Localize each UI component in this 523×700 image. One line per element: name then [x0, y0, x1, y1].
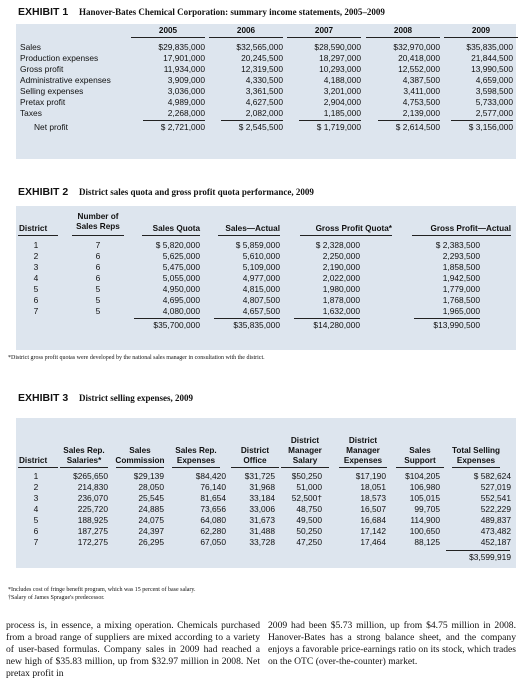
reps-header-line2: Sales Reps	[76, 222, 120, 231]
net-profit-value: $ 2,545,500	[238, 122, 283, 132]
sales-quota-cell: 4,950,000	[162, 284, 200, 294]
value-cell: 20,245,500	[241, 53, 283, 63]
reps-count: 5	[95, 284, 101, 294]
value-cell: $29,835,000	[158, 42, 205, 52]
header-rule	[18, 235, 58, 236]
exhibit-1-description: Hanover-Bates Chemical Corporation: summary income statements, 2005–2009	[78, 7, 385, 17]
gp-quota-cell: 1,980,000	[322, 284, 360, 294]
sales-quota-cell: 4,695,000	[162, 295, 200, 305]
support-cell: 100,650	[409, 526, 440, 536]
support-cell: 105,015	[409, 493, 440, 503]
year-header-rule	[366, 37, 440, 38]
rep-exp-cell: 67,050	[200, 537, 226, 547]
sales-actual-cell: 5,109,000	[242, 262, 280, 272]
value-cell: 2,268,000	[167, 108, 205, 118]
header-rule	[452, 467, 500, 468]
district-number: 3	[33, 262, 39, 272]
total-rule	[299, 120, 361, 121]
rep-expenses-header: Sales Rep.	[175, 446, 217, 455]
office-cell: 31,968	[249, 482, 275, 492]
commission-cell: 24,397	[138, 526, 164, 536]
manager-salary-header: District	[290, 436, 320, 445]
district-number: 5	[33, 284, 39, 294]
value-cell: 4,188,000	[323, 75, 361, 85]
district-number: 3	[33, 493, 39, 503]
sales-actual-header: Sales—Actual	[225, 224, 280, 233]
value-cell: 4,387,500	[402, 75, 440, 85]
header-rule	[412, 235, 511, 236]
district-number: 1	[33, 471, 39, 481]
sales-quota-header: Sales Quota	[152, 224, 200, 233]
net-profit-value: $ 3,156,000	[468, 122, 513, 132]
sales-quota-total: $35,700,000	[153, 320, 200, 330]
manager-expenses-header: District	[348, 436, 378, 445]
value-cell: 2,904,000	[323, 97, 361, 107]
gp-actual-cell: $ 2,383,500	[435, 240, 480, 250]
district-number: 5	[33, 515, 39, 525]
mgr-exp-cell: 16,684	[360, 515, 386, 525]
gp-quota-cell: 1,878,000	[322, 295, 360, 305]
total-rule	[221, 120, 283, 121]
rep-expenses-header: Expenses	[176, 456, 216, 465]
exhibit-2-footnote: *District gross profit quotas were developed by the national sales manager in consultation with the district.	[8, 355, 265, 361]
total-cell: $ 582,624	[473, 471, 511, 481]
gp-actual-cell: 1,779,000	[442, 284, 480, 294]
year-header-rule	[131, 37, 205, 38]
year-header: 2006	[236, 26, 256, 35]
exhibit-3-description: District selling expenses, 2009	[78, 393, 193, 403]
mgr-exp-cell: 17,142	[360, 526, 386, 536]
commission-header: Commission	[115, 456, 165, 465]
reps-count: 5	[95, 295, 101, 305]
exhibit-1	[0, 4, 523, 164]
office-cell: 31,673	[249, 515, 275, 525]
commission-cell: 24,075	[138, 515, 164, 525]
gp-actual-cell: 1,858,500	[442, 262, 480, 272]
reps-count: 6	[95, 251, 101, 261]
exhibit-2-label: EXHIBIT 2	[18, 186, 69, 198]
total-cell: 473,482	[480, 526, 511, 536]
salaries-cell: 188,925	[77, 515, 108, 525]
support-cell: 99,705	[414, 504, 440, 514]
salaries-cell: 225,720	[77, 504, 108, 514]
value-cell: 4,753,500	[402, 97, 440, 107]
row-label: Production expenses	[20, 53, 99, 63]
rep-exp-cell: 81,654	[200, 493, 226, 503]
exhibit-3	[0, 390, 523, 606]
commission-cell: 25,545	[138, 493, 164, 503]
office-cell: 33,006	[249, 504, 275, 514]
gp-actual-total: $13,990,500	[433, 320, 480, 330]
value-cell: 4,627,500	[245, 97, 283, 107]
row-label: Administrative expenses	[20, 75, 111, 85]
year-header: 2008	[393, 26, 413, 35]
support-header: Support	[404, 456, 436, 465]
mgr-sal-cell: $50,250	[291, 471, 322, 481]
rep-exp-cell: 73,656	[200, 504, 226, 514]
year-header-rule	[444, 37, 518, 38]
mgr-sal-cell: 50,250	[296, 526, 322, 536]
row-label: Selling expenses	[20, 86, 84, 96]
year-header-rule	[287, 37, 361, 38]
gp-actual-cell: 1,942,500	[442, 273, 480, 283]
office-cell: 33,728	[249, 537, 275, 547]
gp-actual-cell: 1,965,000	[442, 306, 480, 316]
body-text-column-2: 2009 had been $5.73 million, up from $4.75 million in 2008. Hanover-Bates has a strong balance sheet, and the company enjoys a favorable price-earnings ratio on its stock, which trades on the OTC (over-the-counter) market.	[268, 620, 516, 667]
total-cell: 552,541	[480, 493, 511, 503]
gp-quota-header: Gross Profit Quota*	[315, 224, 392, 233]
gp-quota-cell: 2,250,000	[322, 251, 360, 261]
value-cell: 10,293,000	[319, 64, 361, 74]
header-rule	[172, 467, 220, 468]
reps-count: 6	[95, 273, 101, 283]
salaries-header: Salaries*	[66, 456, 102, 465]
value-cell: 4,330,500	[245, 75, 283, 85]
value-cell: $32,565,000	[236, 42, 283, 52]
mgr-exp-cell: 18,051	[360, 482, 386, 492]
sales-actual-total: $35,835,000	[233, 320, 280, 330]
salaries-header: Sales Rep.	[63, 446, 105, 455]
total-cell: 527,019	[480, 482, 511, 492]
mgr-sal-cell: 49,500	[296, 515, 322, 525]
value-cell: 2,577,000	[475, 108, 513, 118]
value-cell: 3,411,000	[403, 86, 440, 96]
reps-count: 7	[95, 240, 101, 250]
sales-actual-cell: 5,610,000	[242, 251, 280, 261]
row-label: Pretax profit	[20, 97, 66, 107]
office-cell: 31,488	[249, 526, 275, 536]
total-header: Expenses	[456, 456, 496, 465]
exhibit-3-label: EXHIBIT 3	[18, 392, 69, 404]
total-rule	[451, 120, 513, 121]
total-rule	[378, 120, 440, 121]
row-label: Taxes	[20, 108, 42, 118]
grand-total: $3,599,919	[469, 552, 511, 562]
value-cell: 21,844,500	[471, 53, 513, 63]
exhibit-1-label: EXHIBIT 1	[18, 6, 69, 18]
mgr-exp-cell: 16,507	[360, 504, 386, 514]
office-cell: 33,184	[249, 493, 275, 503]
district-number: 7	[33, 537, 39, 547]
sales-quota-cell: 4,080,000	[162, 306, 200, 316]
value-cell: 11,934,000	[163, 64, 205, 74]
total-cell: 452,187	[480, 537, 511, 547]
rep-exp-cell: 64,080	[200, 515, 226, 525]
header-rule	[231, 467, 279, 468]
mgr-sal-cell: 47,250	[296, 537, 322, 547]
commission-header: Sales	[129, 446, 151, 455]
total-rule	[143, 120, 205, 121]
exhibit-3-footnote-2: †Salary of James Sprague's predecessor.	[8, 595, 105, 601]
value-cell: 3,909,000	[167, 75, 205, 85]
value-cell: 4,989,000	[167, 97, 205, 107]
total-cell: 489,837	[480, 515, 511, 525]
district-number: 1	[33, 240, 39, 250]
net-profit-value: $ 2,721,000	[160, 122, 205, 132]
sales-quota-cell: 5,625,000	[162, 251, 200, 261]
commission-cell: 28,050	[138, 482, 164, 492]
row-label: Sales	[20, 42, 41, 52]
salaries-cell: 187,275	[77, 526, 108, 536]
sales-actual-cell: 4,807,500	[242, 295, 280, 305]
exhibit-1-title	[0, 4, 385, 20]
year-header-rule	[209, 37, 283, 38]
district-header: District	[19, 224, 48, 233]
support-cell: 106,980	[409, 482, 440, 492]
district-number: 4	[33, 504, 39, 514]
exhibit-2-description: District sales quota and gross profit quota performance, 2009	[78, 187, 314, 197]
total-cell: 522,229	[480, 504, 511, 514]
mgr-sal-cell: 48,750	[296, 504, 322, 514]
reps-count: 5	[95, 306, 101, 316]
value-cell: $32,970,000	[393, 42, 440, 52]
header-rule	[281, 467, 329, 468]
support-cell: $104,205	[405, 471, 440, 481]
row-label: Gross profit	[20, 64, 64, 74]
total-rule	[134, 318, 200, 319]
district-number: 2	[33, 482, 39, 492]
value-cell: $28,590,000	[314, 42, 361, 52]
reps-count: 6	[95, 262, 101, 272]
value-cell: $35,835,000	[466, 42, 513, 52]
value-cell: 20,418,000	[398, 53, 440, 63]
exhibit-2	[0, 184, 523, 370]
value-cell: 17,901,000	[163, 53, 205, 63]
gp-quota-total: $14,280,000	[313, 320, 360, 330]
header-rule	[72, 235, 124, 236]
net-profit-value: $ 1,719,000	[316, 122, 361, 132]
header-rule	[218, 235, 280, 236]
manager-salary-header: Manager	[288, 446, 322, 455]
total-rule	[446, 550, 510, 551]
commission-cell: 24,885	[138, 504, 164, 514]
total-rule	[414, 318, 480, 319]
salaries-cell: 172,275	[77, 537, 108, 547]
header-rule	[116, 467, 164, 468]
value-cell: 2,082,000	[245, 108, 283, 118]
total-rule	[294, 318, 360, 319]
gp-actual-cell: 2,293,500	[442, 251, 480, 261]
body-text-column-1: process is, in essence, a mixing operation. Chemicals purchased from a broad range of suppliers are mixed according to a variety of user-based formulas. Company sales in 2009 had reached a new high of $35.83 million, up from $32.97 million in 2008. Net pretax profit in	[6, 620, 260, 679]
district-number: 4	[33, 273, 39, 283]
exhibit-3-footnote-1: *Includes cost of fringe benefit program, which was 15 percent of base salary.	[8, 587, 196, 593]
year-header: 2007	[314, 26, 334, 35]
gp-quota-cell: 2,190,000	[322, 262, 360, 272]
rep-exp-cell: $84,420	[195, 471, 226, 481]
net-profit-label: Net profit	[34, 122, 68, 132]
value-cell: 2,139,000	[402, 108, 440, 118]
salaries-cell: $265,650	[73, 471, 108, 481]
header-rule	[60, 467, 108, 468]
district-number: 7	[33, 306, 39, 316]
value-cell: 3,361,500	[245, 86, 283, 96]
manager-expenses-header: Manager	[346, 446, 380, 455]
sales-actual-cell: 4,657,500	[242, 306, 280, 316]
header-rule	[300, 235, 392, 236]
mgr-exp-cell: 17,464	[360, 537, 386, 547]
value-cell: 12,552,000	[398, 64, 440, 74]
header-rule	[18, 467, 58, 468]
value-cell: 12,319,500	[241, 64, 283, 74]
year-header: 2005	[158, 26, 178, 35]
mgr-exp-cell: 18,573	[360, 493, 386, 503]
sales-actual-cell: $ 5,859,000	[235, 240, 280, 250]
manager-salary-header: Salary	[292, 456, 318, 465]
salaries-cell: 236,070	[77, 493, 108, 503]
support-cell: 114,900	[410, 515, 440, 525]
reps-header-line1: Number of	[77, 212, 119, 221]
rep-exp-cell: 76,140	[200, 482, 226, 492]
exhibit-3-title	[0, 390, 193, 406]
rep-exp-cell: 62,280	[200, 526, 226, 536]
value-cell: 4,659,000	[475, 75, 513, 85]
sales-quota-cell: 5,475,000	[162, 262, 200, 272]
value-cell: 3,201,000	[323, 86, 361, 96]
gp-quota-cell: 1,632,000	[322, 306, 360, 316]
mgr-sal-cell: 51,000	[296, 482, 322, 492]
support-header: Sales	[409, 446, 431, 455]
district-header: District	[19, 456, 48, 465]
value-cell: 1,185,000	[323, 108, 361, 118]
mgr-exp-cell: $17,190	[355, 471, 386, 481]
support-cell: 88,125	[414, 537, 440, 547]
office-cell: $31,725	[244, 471, 275, 481]
manager-expenses-header: Expenses	[343, 456, 383, 465]
sales-quota-cell: $ 5,820,000	[155, 240, 200, 250]
year-header: 2009	[471, 26, 491, 35]
commission-cell: $29,139	[133, 471, 164, 481]
gp-quota-cell: $ 2,328,000	[315, 240, 360, 250]
gp-actual-cell: 1,768,500	[442, 295, 480, 305]
office-header: Office	[243, 456, 267, 465]
value-cell: 13,990,500	[471, 64, 513, 74]
value-cell: 3,598,500	[475, 86, 513, 96]
header-rule	[396, 467, 444, 468]
office-header: District	[240, 446, 270, 455]
gp-quota-cell: 2,022,000	[322, 273, 360, 283]
header-rule	[142, 235, 200, 236]
total-rule	[214, 318, 280, 319]
value-cell: 3,036,000	[167, 86, 205, 96]
total-header: Total Selling	[451, 446, 501, 455]
mgr-sal-cell: 52,500†	[291, 493, 322, 503]
salaries-cell: 214,830	[77, 482, 108, 492]
value-cell: 5,733,000	[475, 97, 513, 107]
exhibit-2-title	[0, 184, 314, 200]
district-number: 6	[33, 295, 39, 305]
value-cell: 18,297,000	[319, 53, 361, 63]
sales-quota-cell: 5,055,000	[162, 273, 200, 283]
sales-actual-cell: 4,977,000	[242, 273, 280, 283]
district-number: 2	[33, 251, 39, 261]
district-number: 6	[33, 526, 39, 536]
sales-actual-cell: 4,815,000	[242, 284, 280, 294]
header-rule	[339, 467, 387, 468]
commission-cell: 26,295	[138, 537, 164, 547]
net-profit-value: $ 2,614,500	[395, 122, 440, 132]
gp-actual-header: Gross Profit—Actual	[430, 224, 511, 233]
